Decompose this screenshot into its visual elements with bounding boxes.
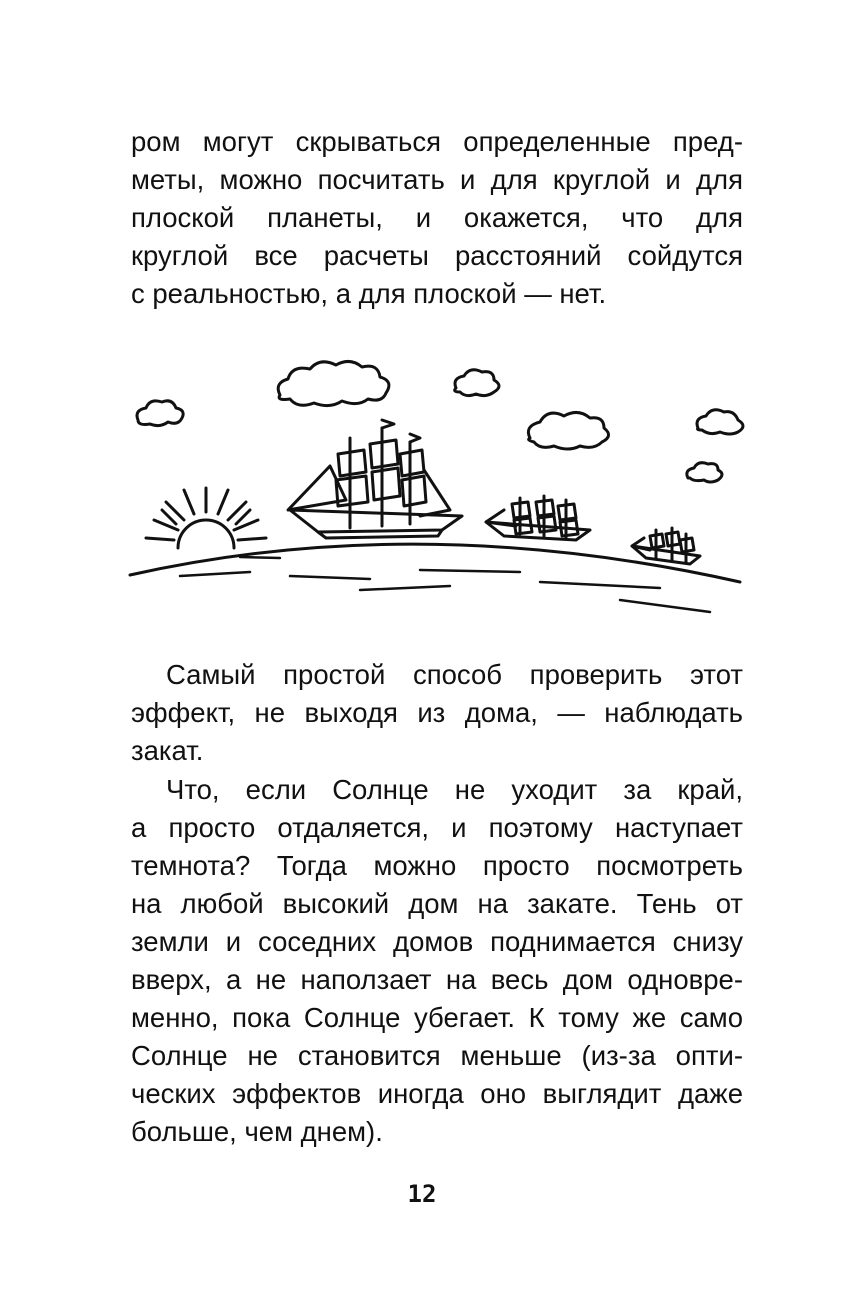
sun-icon [146, 488, 266, 548]
text-line: эффект, не выходя из дома, — наблюдать [131, 697, 743, 728]
medium-ship-icon [486, 496, 590, 540]
ships-over-horizon-illustration [120, 350, 760, 630]
text-line: больше, чем днем). [131, 1116, 383, 1147]
text-line: ческих эффектов иногда оно выглядит даже [131, 1078, 743, 1109]
text-line: на любой высокий дом на закате. Тень от [131, 888, 743, 919]
cloud-icon [697, 410, 743, 434]
cloud-icon [528, 412, 608, 449]
page-number: 12 [407, 1180, 437, 1208]
text-line: меты, можно посчитать и для круглой и для [131, 164, 743, 195]
small-ship-icon [632, 528, 700, 564]
text-line: с реальностью, а для плоской — нет. [131, 278, 607, 309]
cloud-icon [278, 361, 389, 405]
text-line: круглой все расчеты расстояний сойдутся [131, 240, 743, 271]
large-ship-icon [288, 420, 462, 538]
cloud-icon [455, 370, 499, 396]
text-line: менно, пока Солнце убегает. К тому же само [131, 1002, 743, 1033]
text-line: плоской планеты, и окажется, что для [131, 202, 743, 233]
text-line: а просто отдаляется, и поэтому наступает [131, 812, 743, 843]
text-line: земли и соседних домов поднимается снизу [131, 926, 743, 957]
text-line: Солнце не становится меньше (из-за опти- [131, 1040, 743, 1071]
text-line: вверх, а не наползает на весь дом одновре- [131, 964, 743, 995]
cloud-icon [687, 463, 722, 482]
cloud-icon [137, 401, 183, 426]
text-line: закат. [131, 735, 204, 766]
text-line: ром могут скрываться определенные пред- [131, 126, 743, 157]
text-line: Что, если Солнце не уходит за край, [166, 774, 743, 805]
text-line: Самый простой способ проверить этот [166, 659, 743, 690]
text-line: темнота? Тогда можно просто посмотреть [131, 850, 743, 881]
